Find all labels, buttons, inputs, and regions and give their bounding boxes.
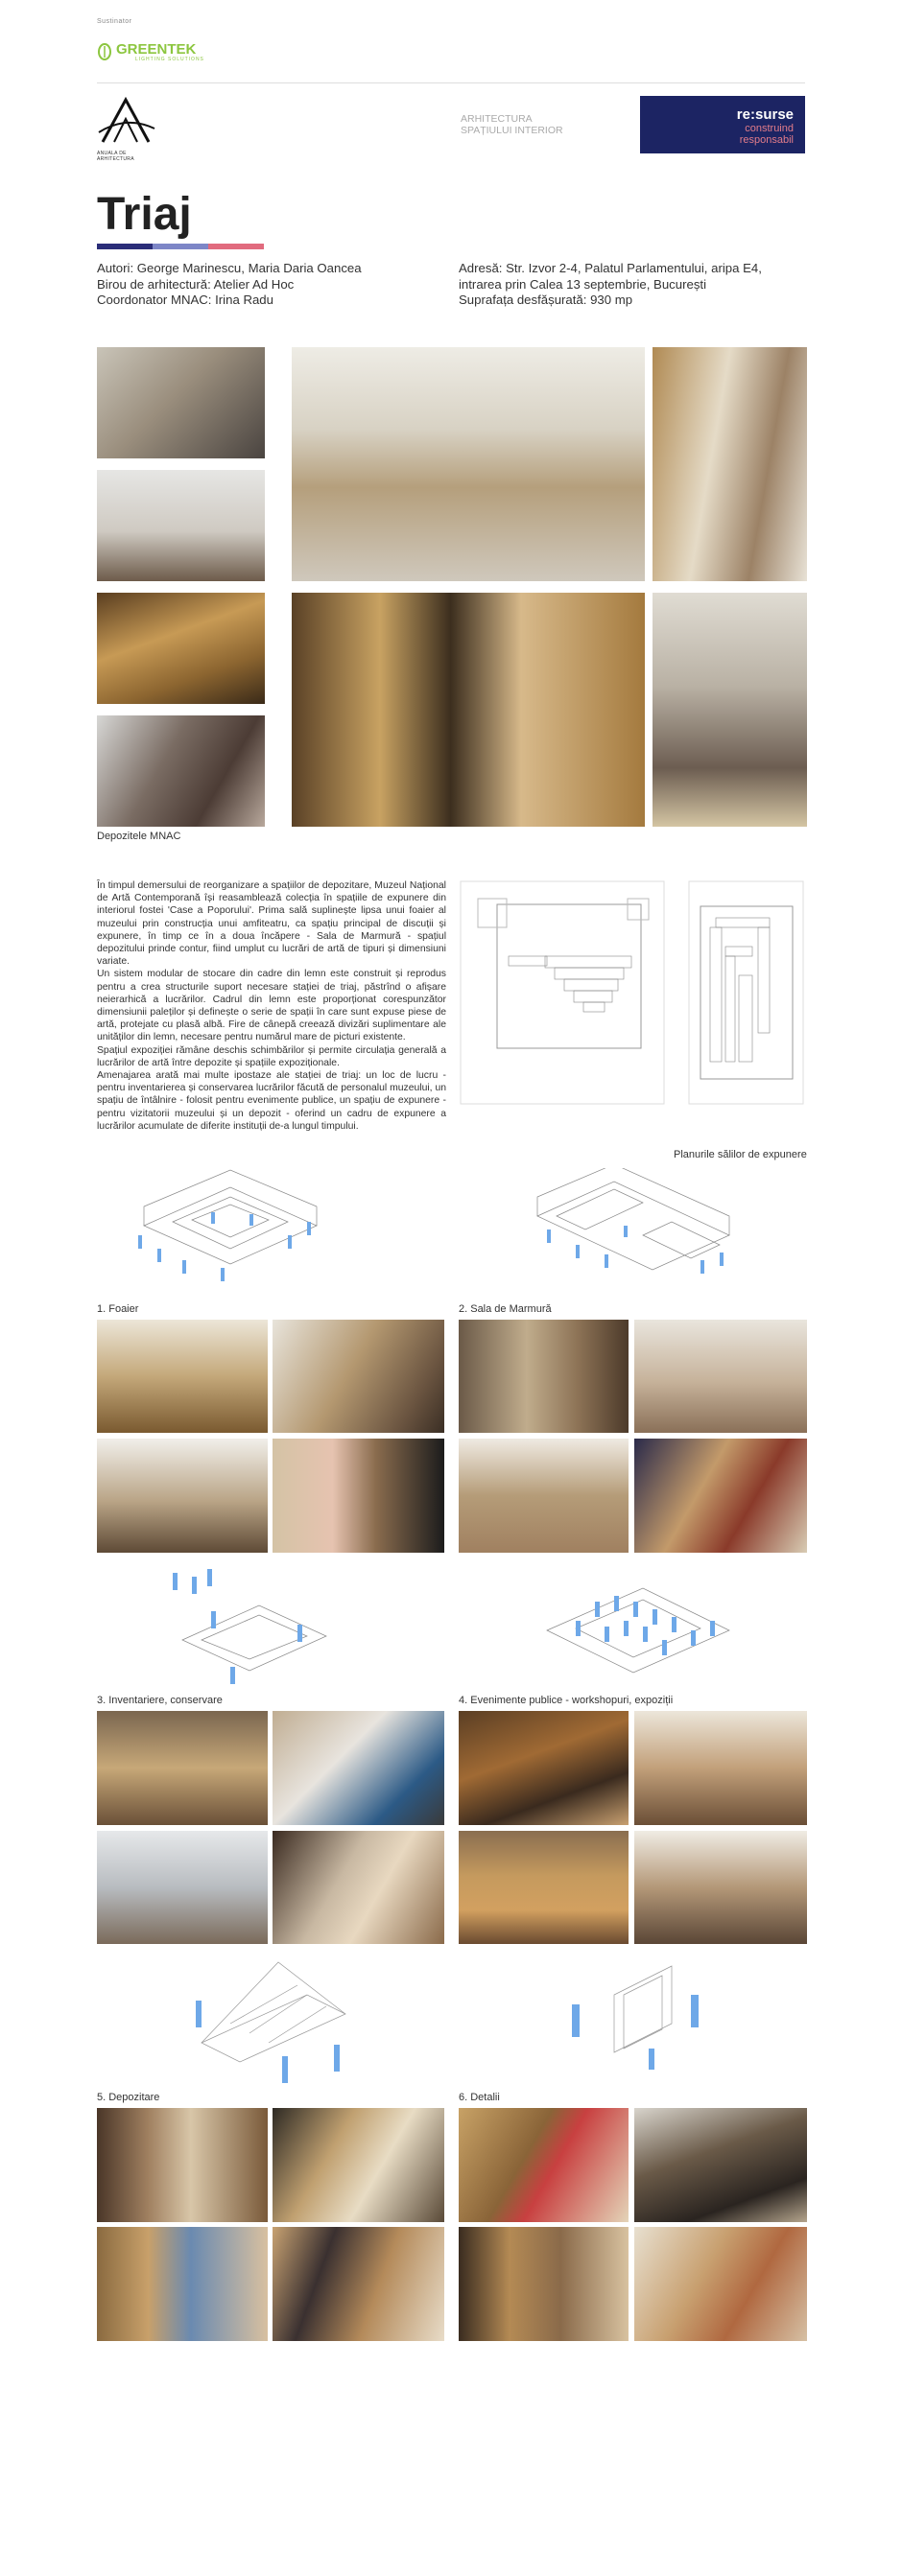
section-label-5: 5. Depozitare bbox=[97, 2092, 160, 2103]
photo-inventory-4 bbox=[273, 1831, 444, 1944]
photo-storage-4 bbox=[97, 715, 265, 827]
project-credits bbox=[97, 261, 362, 309]
logo-subtitle: ANUALA DE ARHITECTURA bbox=[97, 151, 134, 162]
resurse-name: re:surse bbox=[736, 106, 794, 123]
photo-storage-b bbox=[273, 2108, 444, 2222]
section-name: ARHITECTURA SPAȚIULUI INTERIOR bbox=[461, 113, 563, 136]
photo-inventory-3 bbox=[97, 1831, 268, 1944]
resurse-logo bbox=[640, 96, 805, 153]
photo-detail-1 bbox=[459, 2108, 629, 2222]
coordinator: Coordonator MNAC: Irina Radu bbox=[97, 293, 273, 307]
photo-foaier-4 bbox=[273, 1439, 444, 1553]
section-label-3: 3. Inventariere, conservare bbox=[97, 1695, 223, 1706]
resurse-line2: responsabil bbox=[739, 134, 794, 146]
description-p1: În timpul demersului de reorganizare a spațiilor de depozitare, Muzeul Național de Artă Contemporană își reasamblează colecția în spațiile de expunere din interiorul fostei 'Case a Poporului'. Prima sală suplinește lipsa unui foaier al muzeului prin construcția unui amfiteatru, ca spațiu principal de discuții și expunere, în timp ce în a doua încăpere - Sala de Marmură - spațiul depozitului prinde contur, fiind umplut cu lucrări de artă de tipuri și dimensiuni variate. bbox=[97, 880, 446, 968]
project-title: Triaj bbox=[97, 189, 192, 240]
description-p4: Amenajarea arată mai multe ipostaze ale stației de triaj: un loc de lucru - pentru inventarierea și conservarea lucrărilor făcută de personalul muzeului, un spațiu de întâlnire - folosit pentru evenimente publice, un spațiu de expunere - pentru vizitatorii muzeului și un depozit - oferind un cadru de expunere a lucrărilor acumulate de diferite instituții de-a lungul timpului. bbox=[97, 1070, 446, 1132]
office: Birou de arhitectură: Atelier Ad Hoc bbox=[97, 276, 295, 292]
anuala-logo bbox=[97, 96, 164, 162]
photo-shelves-statue bbox=[292, 593, 645, 827]
photo-events-4 bbox=[634, 1831, 807, 1944]
photo-storage-3 bbox=[97, 593, 265, 704]
photo-storage-c bbox=[97, 2227, 268, 2341]
resurse-line1: construind bbox=[745, 123, 794, 134]
greentek-logo bbox=[97, 40, 204, 63]
accent-bar bbox=[97, 244, 264, 249]
section-label-1: 1. Foaier bbox=[97, 1303, 139, 1315]
photo-events-1 bbox=[459, 1711, 629, 1825]
photo-detail-2 bbox=[634, 2108, 807, 2222]
photo-marble-hall bbox=[292, 347, 645, 581]
anuala-a-icon bbox=[97, 96, 158, 146]
photo-events-2 bbox=[634, 1711, 807, 1825]
photo-busts bbox=[653, 593, 807, 827]
photo-foaier-2 bbox=[273, 1320, 444, 1433]
photo-inventory-1 bbox=[97, 1711, 268, 1825]
photo-detail-3 bbox=[459, 2227, 629, 2341]
header-divider bbox=[97, 82, 805, 83]
sponsor-label: Sustinator bbox=[97, 18, 132, 25]
photo-marble-4 bbox=[634, 1439, 807, 1553]
section-label-2: 2. Sala de Marmură bbox=[459, 1303, 552, 1315]
axo-inventory bbox=[154, 1563, 336, 1688]
photo-foaier-3 bbox=[97, 1439, 268, 1553]
leaf-icon bbox=[97, 42, 112, 61]
photo-inventory-2 bbox=[273, 1711, 444, 1825]
section-label-4: 4. Evenimente publice - workshopuri, expoziții bbox=[459, 1695, 674, 1706]
section-label-6: 6. Detalii bbox=[459, 2092, 500, 2103]
axo-details bbox=[566, 1956, 710, 2100]
photo-storage-1 bbox=[97, 347, 265, 458]
photo-foaier-1 bbox=[97, 1320, 268, 1433]
photo-corridor bbox=[653, 347, 807, 581]
photo-marble-3 bbox=[459, 1439, 629, 1553]
photo-storage-2 bbox=[97, 470, 265, 581]
photo-storage-d bbox=[273, 2227, 444, 2341]
gallery-caption: Depozitele MNAC bbox=[97, 831, 181, 842]
description bbox=[97, 879, 446, 1133]
area: Suprafața desfășurată: 930 mp bbox=[459, 293, 633, 307]
authors: Autori: George Marinescu, Maria Daria Oancea bbox=[97, 261, 362, 275]
photo-storage-a bbox=[97, 2108, 268, 2222]
axo-foaier bbox=[125, 1168, 336, 1283]
description-p2: Un sistem modular de stocare din cadre din lemn este construit și reprodus pentru a crea structurile suport necesare stației de triaj, păstrînd o afișare neierarhică a lucrărilor. Cadrul din lemn este proporționat corespunzător dimensiunii paleților și definește o serie de spații în care sunt expuse piese de artă, protejate cu plasă albă. Fire de cânepă creează divizări suplimentare ale unităților din lemn, necesare pentru numărul mare de picturi existente. bbox=[97, 969, 446, 1043]
description-p3: Spațiul expoziției rămâne deschis schimbărilor și permite circulația generală a lucrărilor de artă între depozite și spațiile expoziționale. bbox=[97, 1044, 446, 1068]
address-line1: Adresă: Str. Izvor 2-4, Palatul Parlamentului, aripa E4, bbox=[459, 261, 762, 275]
axo-marble-hall bbox=[528, 1168, 739, 1283]
axo-events bbox=[537, 1563, 739, 1688]
address-line2: intrarea prin Calea 13 septembrie, București bbox=[459, 276, 707, 292]
greentek-sub: LIGHTING SOLUTIONS bbox=[135, 56, 204, 62]
plan-foaier bbox=[459, 879, 666, 1106]
plan-marble-hall bbox=[687, 879, 805, 1106]
plans-caption: Planurile sălilor de expunere bbox=[674, 1149, 807, 1160]
photo-events-3 bbox=[459, 1831, 629, 1944]
photo-detail-4 bbox=[634, 2227, 807, 2341]
axo-storage bbox=[192, 1956, 355, 2100]
photo-marble-1 bbox=[459, 1320, 629, 1433]
greentek-name: GREENTEK bbox=[116, 40, 197, 58]
photo-marble-2 bbox=[634, 1320, 807, 1433]
project-location bbox=[459, 261, 762, 309]
